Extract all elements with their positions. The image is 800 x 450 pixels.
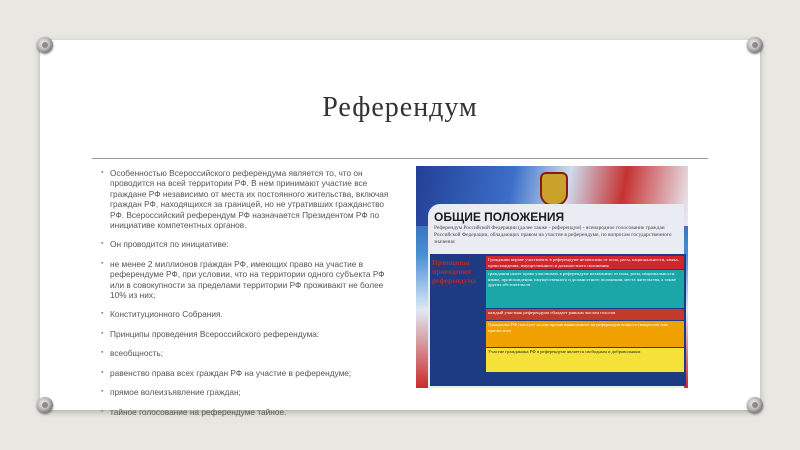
slide-title: Референдум bbox=[322, 92, 478, 123]
poster-row: каждый участник референдума обладает равным числом голосов bbox=[486, 309, 684, 320]
poster-row: Гражданин РФ голосует за или против вынесенного на референдум вопроса (вопросов) или против всех bbox=[486, 321, 684, 347]
bullet-item: ▪ тайное голосование на референдуме тайное. bbox=[110, 407, 395, 417]
bullet-item: ▪ равенство права всех граждан РФ на участие в референдуме; bbox=[110, 368, 395, 378]
pin-icon bbox=[747, 37, 763, 53]
poster-row: Участие гражданина РФ в референдуме является свободным и добровольным bbox=[486, 348, 684, 372]
bullet-item: ▪ Конституционного Собрания. bbox=[110, 309, 395, 319]
poster-row: Гражданин вправе участвовать в референдуме независимо от пола, расы, национальности, языка, происхождения, имущественного и должностного положения bbox=[486, 256, 684, 269]
poster-row: гражданин имеет право участвовать в референдуме независимо от пола, расы, национальности, языка, происхождения, имущественного и должностного положения, места жительства, а также других обстоятельств bbox=[486, 270, 684, 308]
bullet-item: ▪ Он проводится по инициативе: bbox=[110, 239, 395, 249]
coat-of-arms-icon bbox=[540, 172, 568, 206]
bullet-item: ▪ Особенностью Всероссийского референдума является то, что он проводится на всей территории РФ. В нем принимают участие все граждане РФ независимо от места их постоянного жительства, включая граждан РФ, находящихся за границей, но не утративших гражданство РФ. Всероссийский референдум РФ назначается Президентом РФ по инициативе компетентных органов. bbox=[110, 168, 395, 230]
bullet-item: ▪ не менее 2 миллионов граждан РФ, имеющих право на участие в референдуме РФ, при условии, что на территории одного субъекта РФ или в совокупности за пределами территории РФ проживают не более 10% из них; bbox=[110, 259, 395, 301]
bullet-item: ▪ Принципы проведения Всероссийского референдума: bbox=[110, 329, 395, 339]
bullet-list bbox=[110, 168, 395, 426]
poster-side-label: Принципы проведения референдума bbox=[432, 258, 477, 285]
poster-title: ОБЩИЕ ПОЛОЖЕНИЯ bbox=[434, 210, 565, 224]
bullet-item: ▪ прямое волеизъявление граждан; bbox=[110, 387, 395, 397]
title-divider bbox=[92, 158, 708, 159]
pin-icon bbox=[37, 37, 53, 53]
poster-subtitle: Референдум Российской Федерации (далее также - референдум) - всенародное голосование граждан Российской Федерации, обладающих правом на участие в референдуме, по вопросам государственного значения bbox=[434, 225, 672, 245]
bullet-item: ▪ всеобщность; bbox=[110, 348, 395, 358]
pin-icon bbox=[37, 397, 53, 413]
poster-image bbox=[416, 166, 688, 388]
pin-icon bbox=[747, 397, 763, 413]
